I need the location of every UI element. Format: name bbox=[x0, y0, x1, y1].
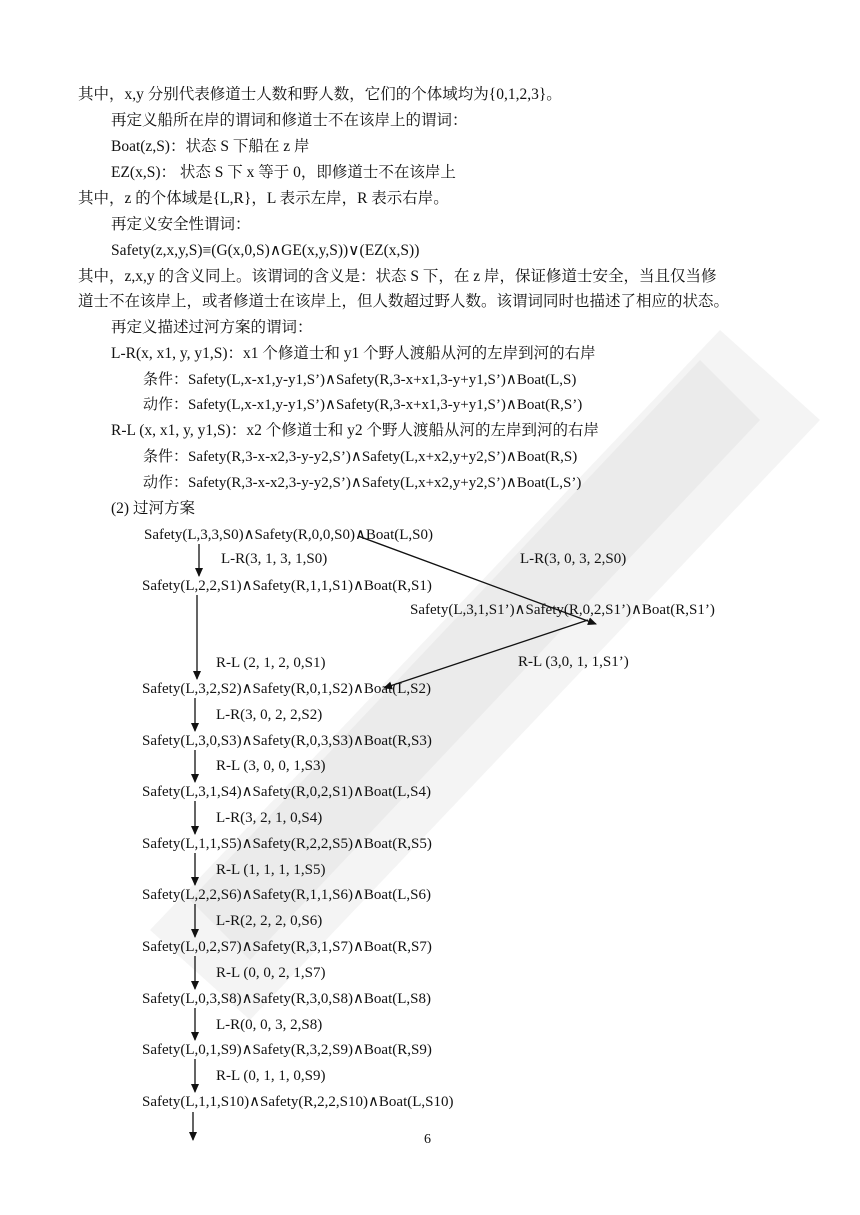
state-3: Safety(L,3,0,S3)∧Safety(R,0,3,S3)∧Boat(R,S3) bbox=[142, 733, 432, 749]
move-7: R-L (0, 0, 2, 1,S7) bbox=[216, 965, 326, 981]
definition-rl: R-L (x, x1, y, y1,S)：x2 个修道士和 y2 个野人渡船从河的左岸到河的右岸 bbox=[111, 422, 599, 439]
rl-condition: 条件：Safety(R,3-x-x2,3-y-y2,S’)∧Safety(L,x+x2,y+y2,S’)∧Boat(R,S) bbox=[143, 449, 578, 465]
definition-safety: Safety(z,x,y,S)≡(G(x,0,S)∧GE(x,y,S))∨(EZ(x,S)) bbox=[111, 242, 420, 259]
state-5: Safety(L,1,1,S5)∧Safety(R,2,2,S5)∧Boat(R,S5) bbox=[142, 836, 432, 852]
move-5: R-L (1, 1, 1, 1,S5) bbox=[216, 862, 326, 878]
state-0: Safety(L,3,3,S0)∧Safety(R,0,0,S0)∧Boat(L,S0) bbox=[144, 527, 434, 543]
paragraph-boat-intro: 再定义船所在岸的谓词和修道士不在该岸上的谓词： bbox=[111, 112, 468, 129]
move-2: L-R(3, 0, 2, 2,S2) bbox=[216, 707, 323, 723]
definition-boat: Boat(z,S)：状态 S 下船在 z 岸 bbox=[111, 138, 310, 155]
move-3: R-L (3, 0, 0, 1,S3) bbox=[216, 758, 326, 774]
state-6: Safety(L,2,2,S6)∧Safety(R,1,1,S6)∧Boat(L,S6) bbox=[142, 887, 432, 903]
move-6: L-R(2, 2, 2, 0,S6) bbox=[216, 913, 323, 929]
paragraph-safety-meaning-1: 其中，z,x,y 的含义同上。该谓词的含义是：状态 S 下，在 z 岸，保证修道士安全，当且仅当修 bbox=[78, 268, 717, 285]
move-1: R-L (2, 1, 2, 0,S1) bbox=[216, 655, 326, 671]
definition-ez: EZ(x,S)： 状态 S 下 x 等于 0，即修道士不在该岸上 bbox=[111, 164, 456, 181]
state-8: Safety(L,0,3,S8)∧Safety(R,3,0,S8)∧Boat(L,S8) bbox=[142, 991, 432, 1007]
lr-condition: 条件：Safety(L,x-x1,y-y1,S’)∧Safety(R,3-x+x1,3-y+y1,S’)∧Boat(L,S) bbox=[143, 372, 577, 388]
state-7: Safety(L,0,2,S7)∧Safety(R,3,1,S7)∧Boat(R,S7) bbox=[142, 939, 432, 955]
definition-lr: L-R(x, x1, y, y1,S)：x1 个修道士和 y1 个野人渡船从河的左岸到河的右岸 bbox=[111, 345, 596, 362]
paragraph-domain: 其中，x,y 分别代表修道士人数和野人数，它们的个体域均为{0,1,2,3}。 bbox=[78, 86, 562, 103]
paragraph-plan-intro: 再定义描述过河方案的谓词： bbox=[111, 319, 313, 336]
paragraph-z-domain: 其中，z 的个体域是{L,R}，L 表示左岸，R 表示右岸。 bbox=[78, 190, 449, 207]
state-10: Safety(L,1,1,S10)∧Safety(R,2,2,S10)∧Boat(L,S10) bbox=[142, 1094, 454, 1110]
paragraph-safety-intro: 再定义安全性谓词： bbox=[111, 216, 251, 233]
move-9: R-L (0, 1, 1, 0,S9) bbox=[216, 1068, 326, 1084]
state-1: Safety(L,2,2,S1)∧Safety(R,1,1,S1)∧Boat(R,S1) bbox=[142, 578, 432, 594]
rl-action: 动作：Safety(R,3-x-x2,3-y-y2,S’)∧Safety(L,x+x2,y+y2,S’)∧Boat(L,S’) bbox=[143, 475, 582, 491]
branch-state: Safety(L,3,1,S1’)∧Safety(R,0,2,S1’)∧Boat(R,S1’) bbox=[410, 602, 715, 618]
paragraph-safety-meaning-2: 道士不在该岸上，或者修道士在该岸上，但人数超过野人数。该谓词同时也描述了相应的状态。 bbox=[78, 293, 730, 310]
branch-move-back: R-L (3,0, 1, 1,S1’) bbox=[518, 654, 629, 670]
move-8: L-R(0, 0, 3, 2,S8) bbox=[216, 1017, 323, 1033]
state-2: Safety(L,3,2,S2)∧Safety(R,0,1,S2)∧Boat(L,S2) bbox=[142, 681, 432, 697]
move-0: L-R(3, 1, 3, 1,S0) bbox=[221, 551, 328, 567]
page-number: 6 bbox=[424, 1132, 431, 1147]
branch-move-out: L-R(3, 0, 3, 2,S0) bbox=[520, 551, 627, 567]
section-heading-plan: (2) 过河方案 bbox=[111, 500, 195, 517]
lr-action: 动作：Safety(L,x-x1,y-y1,S’)∧Safety(R,3-x+x1,3-y+y1,S’)∧Boat(R,S’) bbox=[143, 397, 583, 413]
move-4: L-R(3, 2, 1, 0,S4) bbox=[216, 810, 323, 826]
state-9: Safety(L,0,1,S9)∧Safety(R,3,2,S9)∧Boat(R,S9) bbox=[142, 1042, 432, 1058]
state-4: Safety(L,3,1,S4)∧Safety(R,0,2,S1)∧Boat(L,S4) bbox=[142, 784, 432, 800]
